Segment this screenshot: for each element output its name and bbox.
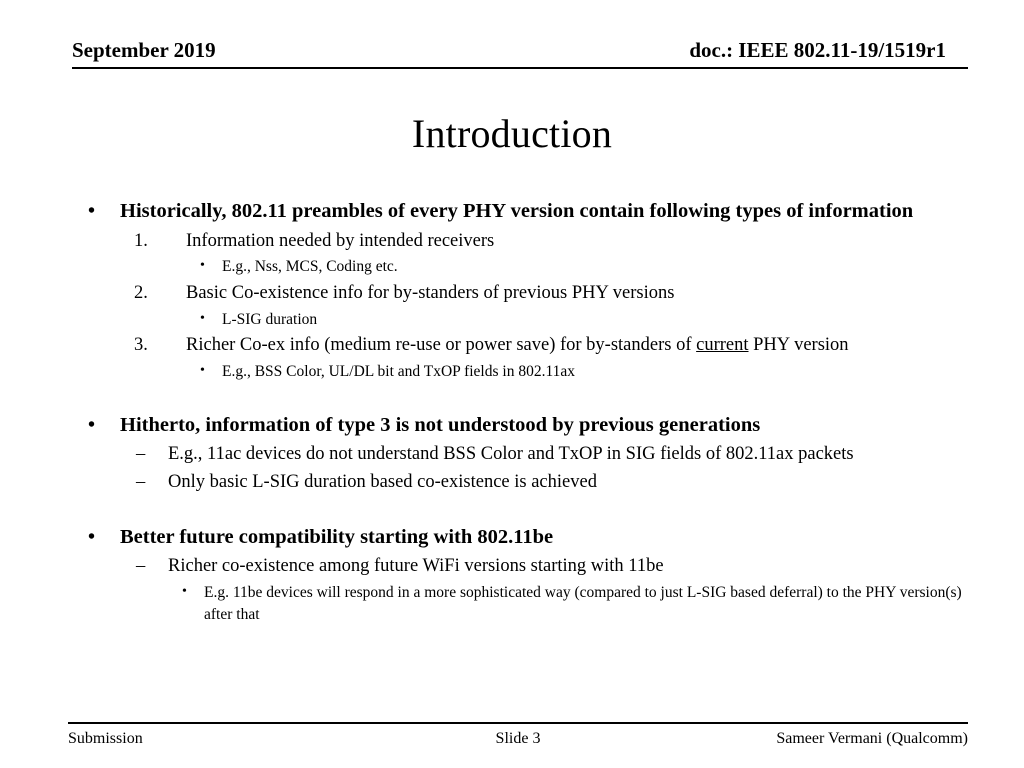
header-date: September 2019 — [72, 38, 216, 62]
slide-body — [72, 198, 972, 626]
dash-item-text: E.g., 11ac devices do not understand BSS Color and TxOP in SIG fields of 802.11ax packets — [168, 444, 854, 465]
bullet-item-3 — [72, 524, 972, 552]
dash-item-2-2 — [72, 470, 972, 496]
sub-bullet-glyph: • — [200, 310, 205, 326]
numbered-text-before: Richer Co-ex info (medium re-use or power save) for by-standers of — [186, 335, 697, 356]
slide-footer — [68, 722, 968, 748]
page-title: Introduction — [411, 111, 613, 156]
bullet-glyph: • — [88, 200, 96, 222]
dash-glyph: – — [136, 472, 146, 493]
footer-slide-number: Slide 3 — [495, 730, 541, 747]
bullet-text: Better future compatibility starting with 802.11be — [120, 526, 554, 549]
numbered-text: Information needed by intended receivers — [186, 230, 495, 251]
bullet-glyph: • — [88, 414, 96, 437]
sub-item-1-1 — [72, 256, 972, 278]
sub-item-text: L-SIG duration — [222, 310, 318, 328]
sub-item-text: E.g., BSS Color, UL/DL bit and TxOP fields in 802.11ax — [222, 362, 576, 380]
sub-item-3-1-1 — [72, 582, 972, 626]
dash-item-text: Only basic L-SIG duration based co-existence is achieved — [168, 472, 597, 493]
list-number: 2. — [134, 283, 148, 304]
bullet-text: Hitherto, information of type 3 is not understood by previous generations — [120, 414, 761, 437]
sub-bullet-glyph: • — [182, 583, 187, 599]
header-document-number: doc.: IEEE 802.11-19/1519r1 — [689, 38, 946, 62]
bullet-glyph: • — [88, 526, 96, 549]
numbered-text-underlined: current — [696, 335, 749, 356]
footer-author: Sameer Vermani (Qualcomm) — [776, 730, 968, 747]
section-spacer — [72, 496, 972, 524]
numbered-item-2 — [72, 281, 972, 307]
list-number: 1. — [134, 230, 148, 251]
footer-submission: Submission — [68, 730, 143, 747]
sub-item-2-1 — [72, 309, 972, 331]
numbered-text-after: PHY version — [748, 335, 849, 356]
list-number: 3. — [134, 335, 148, 356]
sub-item-text: E.g. 11be devices will respond in a more sophisticated way (compared to just L-SIG based deferral) to the PHY version(s) after that — [204, 583, 962, 623]
bullet-item-1 — [72, 198, 972, 226]
numbered-item-3 — [72, 333, 972, 359]
bullet-text: Historically, 802.11 preambles of every PHY version contain following types of information — [120, 200, 914, 222]
sub-bullet-glyph: • — [200, 362, 205, 378]
sub-item-text: E.g., Nss, MCS, Coding etc. — [222, 258, 398, 276]
dash-glyph: – — [136, 444, 146, 465]
sub-bullet-glyph: • — [200, 258, 205, 274]
sub-item-3-1 — [72, 361, 972, 383]
numbered-text: Basic Co-existence info for by-standers of previous PHY versions — [186, 283, 675, 304]
dash-item-3-1 — [72, 554, 972, 580]
numbered-item-1 — [72, 229, 972, 255]
section-spacer — [72, 382, 972, 412]
dash-item-text: Richer co-existence among future WiFi versions starting with 11be — [168, 556, 664, 577]
slide-header — [72, 38, 968, 69]
dash-item-2-1 — [72, 442, 972, 468]
bullet-item-2 — [72, 412, 972, 440]
dash-glyph: – — [136, 556, 146, 577]
